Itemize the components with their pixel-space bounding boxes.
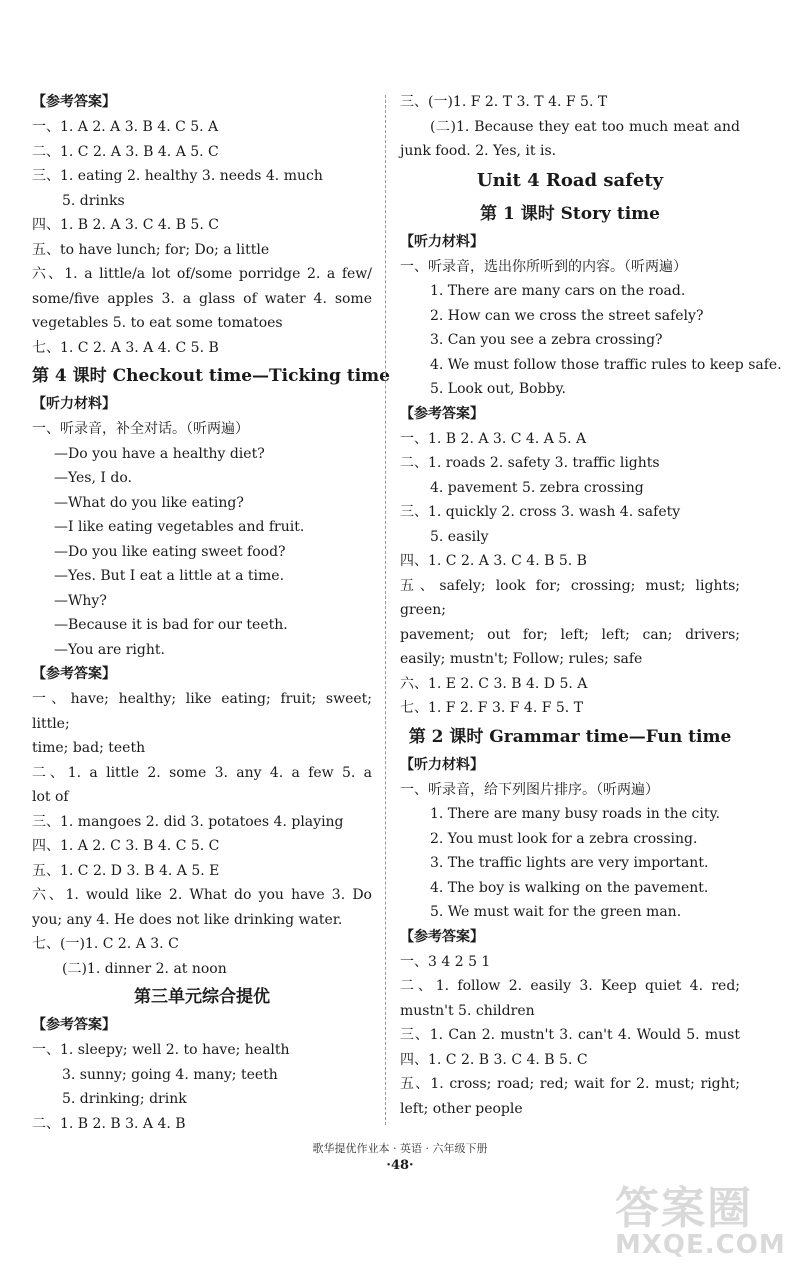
answer-line: 一、3 4 2 5 1	[400, 953, 491, 970]
dialogue-line: —I like eating vegetables and fruit.	[54, 519, 305, 535]
answer-line: 3. Can you see a zebra crossing?	[430, 332, 663, 348]
answer-line: 3. The traffic lights are very important.	[430, 855, 709, 871]
dialogue-line: —Because it is bad for our teeth.	[54, 617, 288, 633]
dialogue-line: —What do you like eating?	[54, 494, 244, 511]
lesson-title: 第 1 课时 Story time	[480, 203, 660, 224]
answer-line: 六、1. E 2. C 3. B 4. D 5. A	[400, 675, 588, 692]
answer-line: 2. How can we cross the street safely?	[430, 307, 704, 324]
answer-line: 二、1. a little 2. some 3. any 4. a few 5. a	[32, 764, 372, 781]
footer-book-title: 歌华提优作业本 · 英语 · 六年级下册	[312, 1142, 488, 1155]
answer-line: 二、1. C 2. A 3. B 4. A 5. C	[32, 143, 219, 160]
answer-line: 5. drinks	[62, 192, 125, 209]
section-label: 【参考答案】	[400, 928, 484, 945]
answer-line: 1. There are many cars on the road.	[430, 283, 686, 299]
answer-line: 4. pavement 5. zebra crossing	[430, 479, 644, 496]
answer-line: vegetables 5. to eat some tomatoes	[32, 315, 283, 331]
answer-line: 一、have; healthy; like eating; fruit; sweet; little;	[32, 691, 372, 732]
lesson-title: 第三单元综合提优	[134, 987, 270, 1007]
answer-line: 5. We must wait for the green man.	[430, 904, 682, 920]
answer-line: 四、1. B 2. A 3. C 4. B 5. C	[32, 217, 219, 233]
answer-line: 4. We must follow those traffic rules to keep safe.	[430, 356, 782, 373]
section-label: 【参考答案】	[32, 94, 116, 110]
dialogue-line: —Yes, I do.	[54, 470, 132, 486]
answer-line: 5. easily	[430, 528, 489, 545]
answer-line: lot of	[32, 789, 69, 805]
dialogue-line: —Do you like eating sweet food?	[54, 543, 286, 560]
answer-line: 六、1. a little/a lot of/some porridge 2. a few/	[32, 266, 372, 282]
answer-line: 1. There are many busy roads in the city.	[430, 806, 721, 822]
answer-line: 一、1. A 2. A 3. B 4. C 5. A	[32, 119, 219, 135]
section-label: 【听力材料】	[400, 233, 484, 250]
answer-line: 一、1. B 2. A 3. C 4. A 5. A	[400, 430, 587, 447]
answer-line: 五、1. cross; road; red; wait for 2. must; right;	[400, 1076, 740, 1092]
answer-line: (二)1. dinner 2. at noon	[62, 960, 227, 977]
answer-line: 七、(一)1. C 2. A 3. C	[32, 936, 179, 952]
section-label: 【参考答案】	[400, 405, 484, 422]
answer-line: 2. You must look for a zebra crossing.	[430, 830, 698, 847]
answer-line: 二、1. B 2. B 3. A 4. B	[32, 1115, 186, 1132]
answer-line: 五、safely; look for; crossing; must; lights; green;	[400, 577, 740, 618]
page-number: ·48·	[386, 1158, 414, 1173]
answer-line: 三、(一)1. F 2. T 3. T 4. F 5. T	[400, 94, 608, 110]
answer-line: 5. Look out, Bobby.	[430, 381, 567, 397]
section-label: 【听力材料】	[400, 756, 484, 773]
answer-line: 二、1. roads 2. safety 3. traffic lights	[400, 455, 660, 471]
answer-line: time; bad; teeth	[32, 740, 146, 756]
answer-line: 七、1. F 2. F 3. F 4. F 5. T	[400, 700, 584, 716]
answer-line: 5. drinking; drink	[62, 1091, 187, 1107]
answer-line: 三、1. Can 2. mustn't 3. can't 4. Would 5. must	[400, 1027, 740, 1043]
answer-line: some/five apples 3. a glass of water 4. some	[32, 290, 372, 307]
lesson-title: 第 2 课时 Grammar time—Fun time	[408, 726, 732, 747]
answer-line: 四、1. C 2. B 3. C 4. B 5. C	[400, 1051, 588, 1068]
section-label: 【听力材料】	[32, 396, 116, 412]
answer-line: 一、听录音，给下列图片排序。（听两遍）	[400, 781, 659, 798]
answer-line: 六、1. would like 2. What do you have 3. Do	[32, 887, 372, 903]
section-label: 【参考答案】	[32, 666, 116, 682]
answer-line: 四、1. A 2. C 3. B 4. C 5. C	[32, 838, 220, 854]
unit-title: Unit 4 Road safety	[476, 169, 664, 191]
answer-line: 三、1. eating 2. healthy 3. needs 4. much	[32, 168, 323, 184]
answer-line: 三、1. mangoes 2. did 3. potatoes 4. playing	[32, 813, 344, 830]
answer-line: pavement; out for; left; left; can; drivers;	[400, 626, 740, 643]
answer-line: 五、to have lunch; for; Do; a little	[32, 241, 270, 258]
answer-line: 3. sunny; going 4. many; teeth	[62, 1066, 278, 1083]
column-divider	[385, 95, 386, 1125]
right-column	[400, 90, 782, 1121]
answer-line: 三、1. quickly 2. cross 3. wash 4. safety	[400, 504, 681, 520]
answer-line: left; other people	[400, 1100, 523, 1117]
answer-line: 七、1. C 2. A 3. A 4. C 5. B	[32, 339, 219, 356]
answer-line: (二)1. Because they eat too much meat and	[430, 118, 740, 135]
answer-line: 一、听录音，补全对话。（听两遍）	[32, 421, 249, 437]
left-column	[32, 90, 390, 1136]
watermark-text: 答案圈	[615, 1183, 753, 1234]
answer-line: 4. The boy is walking on the pavement.	[430, 879, 709, 896]
answer-line: 五、1. C 2. D 3. B 4. A 5. E	[32, 862, 220, 879]
dialogue-line: —Yes. But I eat a little at a time.	[54, 568, 285, 584]
answer-line: 四、1. C 2. A 3. C 4. B 5. B	[400, 553, 587, 569]
answer-line: 一、1. sleepy; well 2. to have; health	[32, 1042, 290, 1058]
lesson-title: 第 4 课时 Checkout time—Ticking time	[32, 366, 390, 386]
watermark-logo	[615, 1172, 785, 1262]
dialogue-line: —Do you have a healthy diet?	[54, 445, 265, 462]
answer-line: easily; mustn't; Follow; rules; safe	[400, 651, 643, 667]
answer-line: 二、1. follow 2. easily 3. Keep quiet 4. red;	[400, 978, 740, 994]
watermark-url: MXQE.COM	[615, 1230, 786, 1260]
dialogue-line: —Why?	[54, 592, 107, 609]
dialogue-line: —You are right.	[54, 641, 165, 658]
section-label: 【参考答案】	[32, 1017, 116, 1033]
answer-line: 一、听录音，选出你所听到的内容。（听两遍）	[400, 258, 687, 275]
answer-line: mustn't 5. children	[400, 1002, 535, 1019]
answer-line: you; any 4. He does not like drinking water.	[32, 911, 343, 928]
answer-line: junk food. 2. Yes, it is.	[400, 143, 557, 159]
